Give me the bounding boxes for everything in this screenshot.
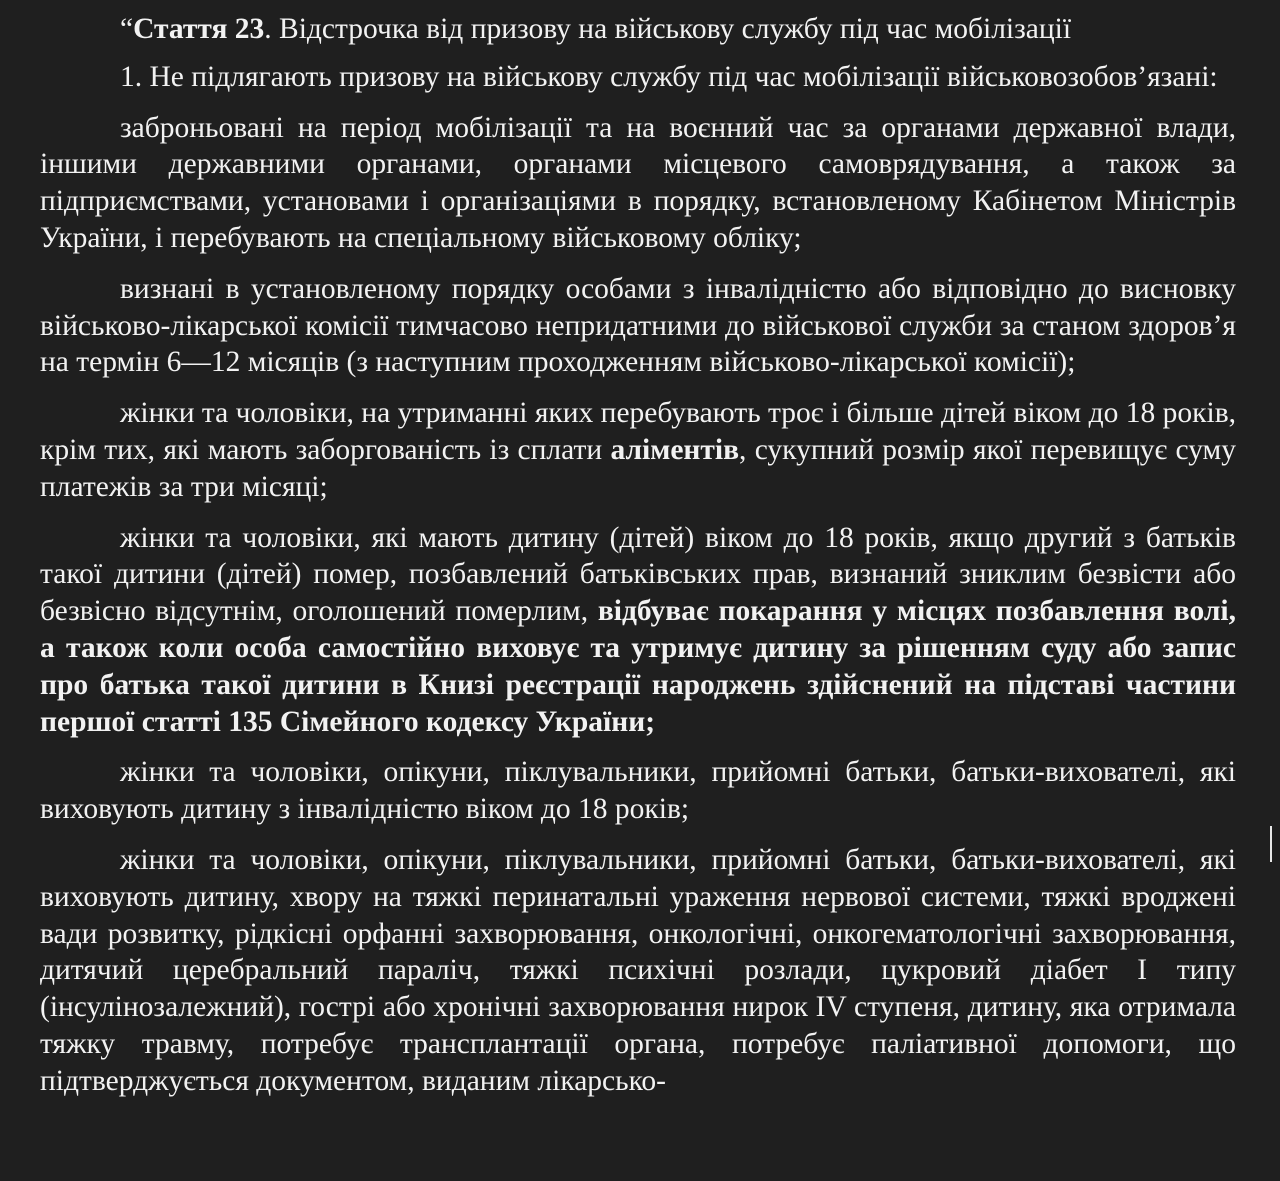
paragraph-bold-text: аліментів <box>610 433 740 466</box>
paragraph-4 <box>40 395 1236 505</box>
article-title <box>40 11 1236 48</box>
article-heading: . Відстрочка від призову на військову службу під час мобілізації <box>264 13 1072 45</box>
paragraph-5 <box>40 520 1236 741</box>
paragraph-6 <box>40 754 1236 828</box>
paragraph-text: , сукупний розмір якої перевищує суму платежів за три місяці; <box>40 433 1236 503</box>
document-body <box>40 11 1236 1114</box>
paragraph-text: жінки та чоловіки, на утриманні яких перебувають троє і більше дітей віком до 18 років, крім тих, які мають заборгованість із сплати <box>40 397 1236 466</box>
paragraph-1 <box>40 59 1236 96</box>
paragraph-text: визнані в установленому порядку особами з інвалідністю або відповідно до висновку військово-лікарської комісії тимчасово непридатними до військової служби за станом здоров’я на термін 6—12 місяців (з наступним проходженням військово-лікарської комісії); <box>40 272 1236 379</box>
article-number: Стаття 23 <box>133 13 265 45</box>
opening-quote: “ <box>120 13 134 45</box>
paragraph-text: жінки та чоловіки, які мають дитину (дітей) віком до 18 років, якщо другий з батьків такої дитини (дітей) помер, позбавлений батьківських прав, визнаний зниклим безвісти або безвісно відсутнім, оголошений померлим, <box>40 521 1236 628</box>
paragraph-text: заброньовані на період мобілізації та на воєнний час за органами державної влади, іншими державними органами, органами місцевого самоврядування, а також за підприємствами, установами і організаціями в порядку, встановленому Кабінетом Міністрів України, і перебувають на спеціальному військовому обліку; <box>40 111 1236 254</box>
paragraph-3 <box>40 271 1236 381</box>
paragraph-2 <box>40 110 1236 257</box>
paragraph-7 <box>40 842 1236 1100</box>
paragraph-text: 1. Не підлягають призову на військову службу під час мобілізації військовозобов’язані: <box>120 60 1218 93</box>
paragraph-text: жінки та чоловіки, опікуни, піклувальники, прийомні батьки, батьки-вихователі, які виховують дитину, хвору на тяжкі перинатальні ураження нервової системи, тяжкі вроджені вади розвитку, рідкісні орфанні захворювання, онкологічні, онкогематологічні захворювання, дитячий церебральний параліч, тяжкі психічні розлади, цукровий діабет I типу (інсулінозалежний), гострі або хронічні захворювання нирок IV ступеня, дитину, яка отримала тяжку травму, потребує трансплантації органа, потребує паліативної допомоги, що підтверджується документом, виданим лікарсько- <box>40 843 1236 1097</box>
paragraph-bold-text: відбуває покарання у місцях позбавлення волі, а також коли особа самостійно виховує та утримує дитину за рішенням суду або запис про батька такої дитини в Книзі реєстрації народжень здійснений на підставі частини першої статті 135 Сімейного кодексу України; <box>40 595 1236 738</box>
text-cursor <box>1270 826 1272 862</box>
paragraph-text: жінки та чоловіки, опікуни, піклувальники, прийомні батьки, батьки-вихователі, які виховують дитину з інвалідністю віком до 18 років; <box>40 756 1236 826</box>
